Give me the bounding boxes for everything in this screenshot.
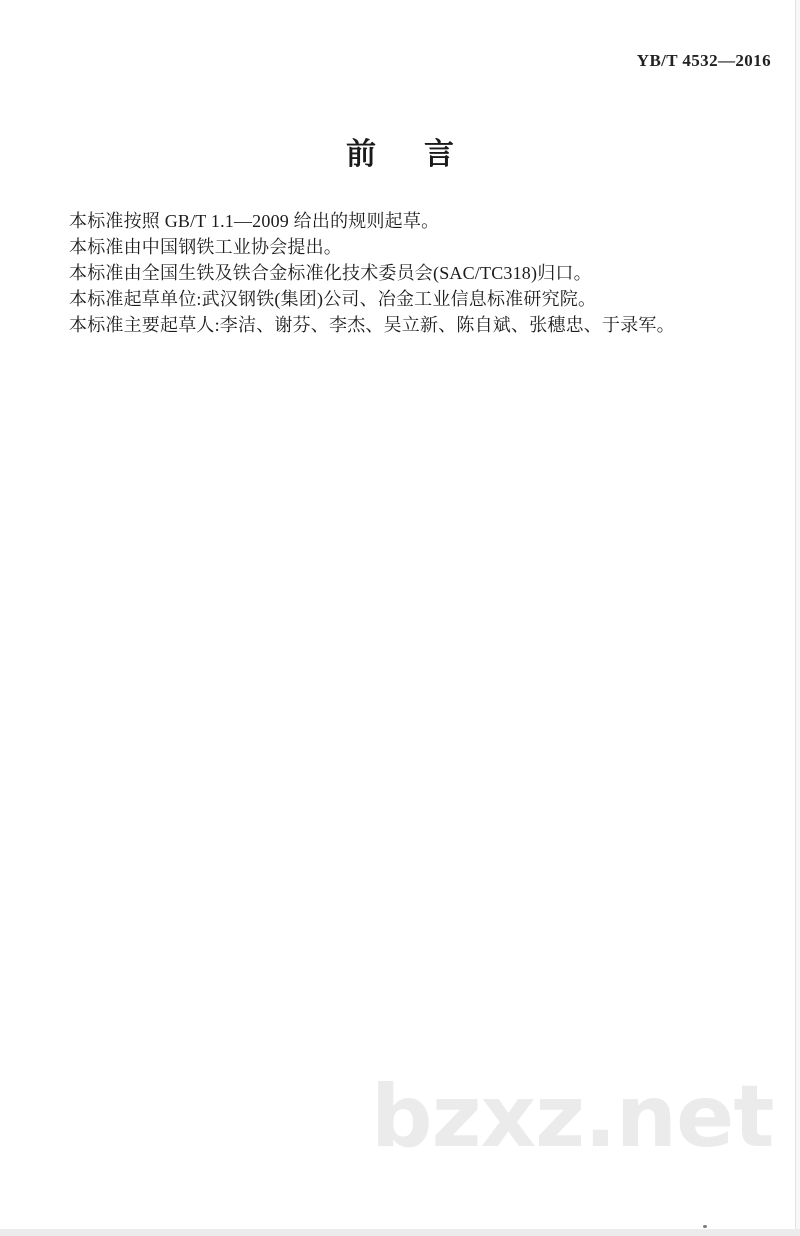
page-title-char-1: 前: [346, 137, 376, 172]
standard-number: YB/T 4532—2016: [636, 51, 771, 70]
right-edge-fill: [796, 0, 800, 1236]
foreword-paragraph: 本标准主要起草人:李洁、谢芬、李杰、吴立新、陈自斌、张穗忠、于录军。: [69, 315, 675, 335]
bottom-strip: [0, 1229, 800, 1236]
foreword-paragraph: 本标准起草单位:武汉钢铁(集团)公司、冶金工业信息标准研究院。: [69, 289, 597, 309]
page-title: [0, 129, 800, 173]
foreword-paragraph: 本标准按照 GB/T 1.1—2009 给出的规则起草。: [69, 211, 440, 231]
page-title-char-2: 言: [424, 137, 454, 172]
site-watermark: bzxz.net: [371, 1067, 774, 1167]
scan-speck: [703, 1225, 707, 1228]
foreword-paragraphs: [69, 208, 776, 338]
right-edge-scan-line: [795, 0, 796, 1236]
foreword-paragraph: 本标准由全国生铁及铁合金标准化技术委员会(SAC/TC318)归口。: [69, 263, 592, 283]
foreword-paragraph: 本标准由中国钢铁工业协会提出。: [69, 237, 342, 257]
